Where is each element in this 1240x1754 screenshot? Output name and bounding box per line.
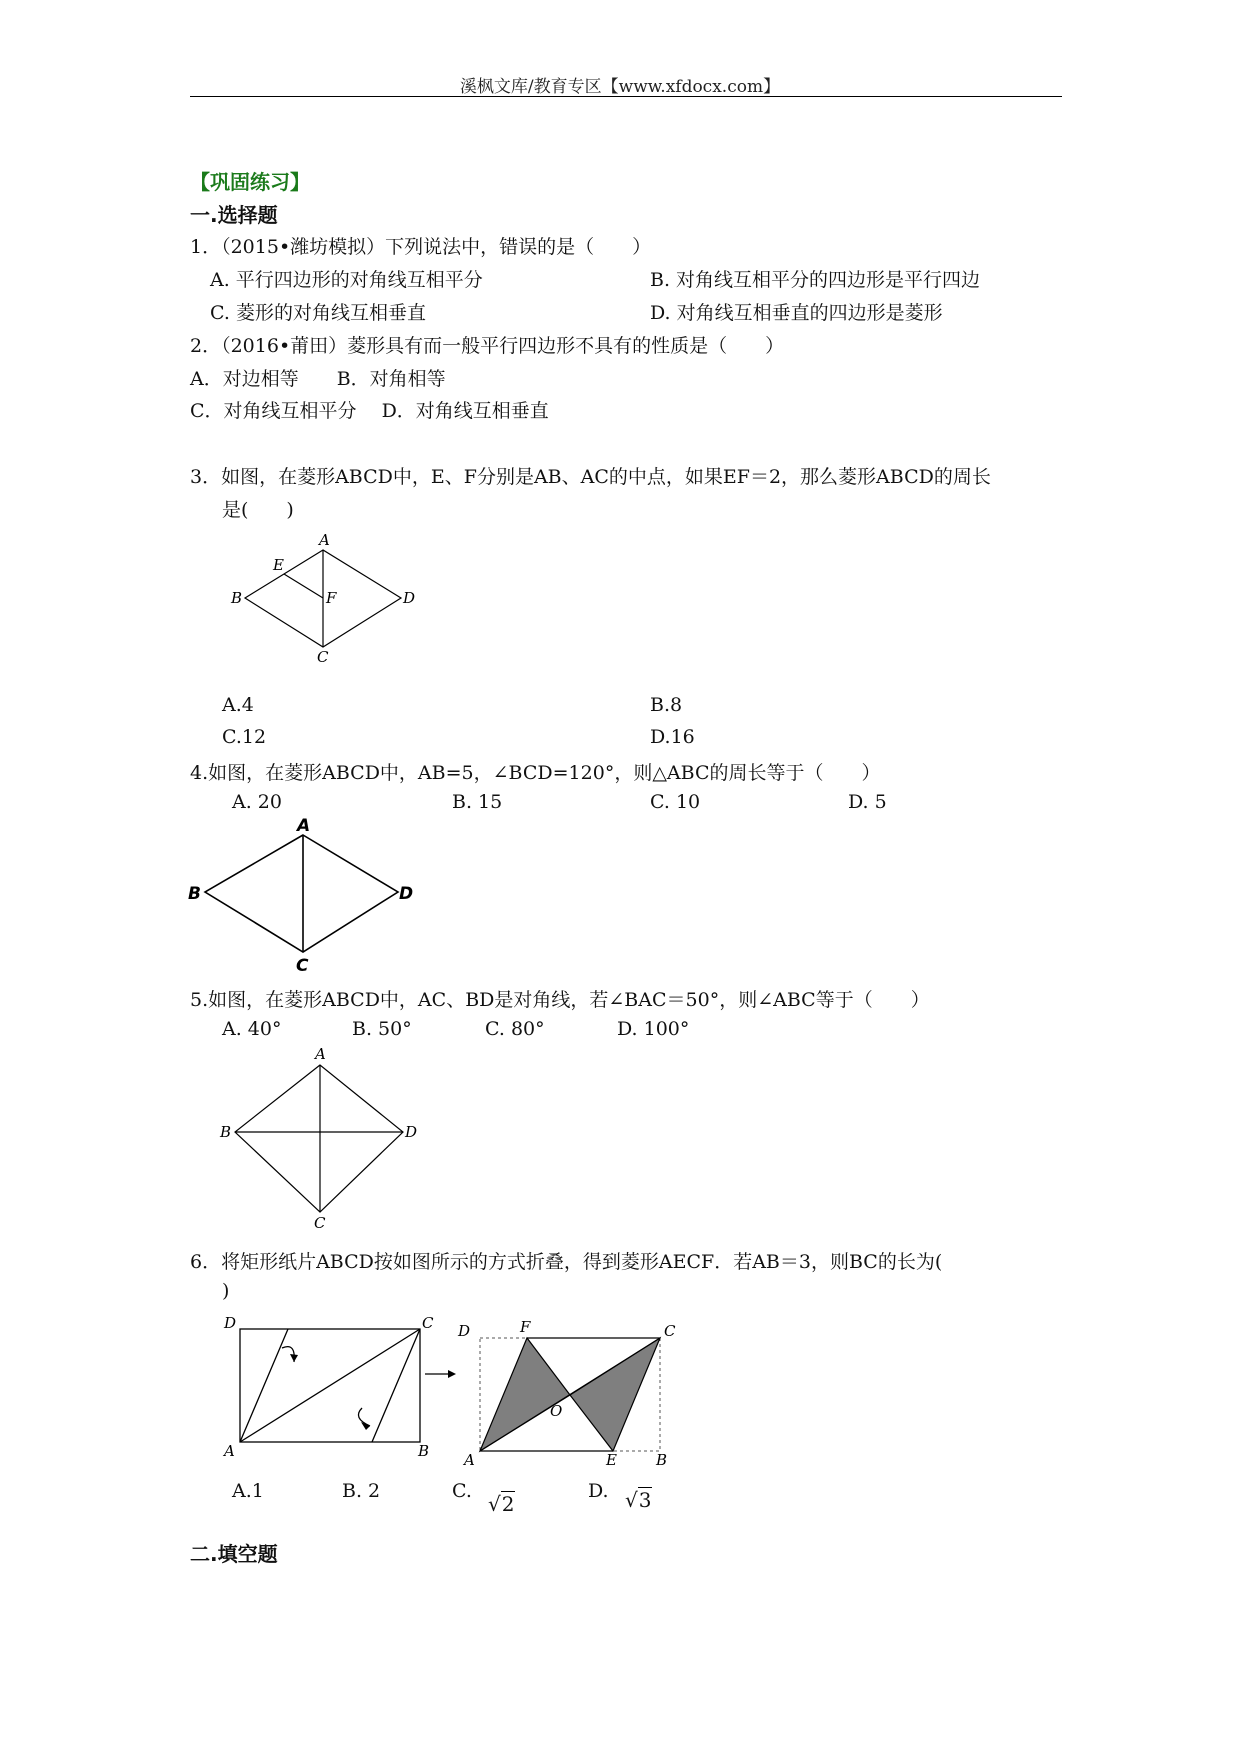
q4-label-b: B: [188, 884, 201, 904]
q6-option-a: A.1: [232, 1480, 264, 1502]
q4-option-c: C. 10: [650, 791, 701, 813]
q4-option-a: A. 20: [232, 791, 282, 813]
q2-options-cd: C．对角线互相平分 D．对角线互相垂直: [190, 400, 549, 422]
q3-stem-line1: 3．如图，在菱形ABCD中，E、F分别是AB、AC的中点，如果EF＝2，那么菱形ABCD的周长: [190, 466, 991, 488]
sqrt-icon: √: [488, 1492, 501, 1516]
q6-right-label-o: O: [550, 1402, 563, 1420]
q4-label-d: D: [399, 884, 414, 904]
q5-option-b: B. 50°: [352, 1018, 412, 1040]
q3-rhombus-figure: [225, 530, 425, 670]
q5-label-b: B: [220, 1123, 232, 1141]
q4-option-b: B. 15: [452, 791, 503, 813]
q1-option-a: A. 平行四边形的对角线互相平分: [210, 269, 483, 291]
section-title-fill: 二.填空题: [190, 1542, 278, 1566]
q6-left-label-a: A: [224, 1442, 235, 1460]
q6-right-label-f: F: [520, 1318, 531, 1336]
q6-shaded-right: [570, 1338, 660, 1451]
q6-fold-arrow-bottom: [358, 1408, 370, 1426]
section-title-practice: 【巩固练习】: [190, 170, 310, 194]
q6-stem-line2: ): [222, 1280, 230, 1302]
q3-label-e: E: [273, 556, 284, 574]
q6-shaded-left: [480, 1338, 570, 1451]
q6-left-label-c: C: [422, 1314, 434, 1332]
q3-option-a: A.4: [222, 694, 254, 716]
q3-label-d: D: [403, 589, 416, 607]
q1-option-b: B. 对角线互相平分的四边形是平行四边: [650, 269, 981, 291]
q6-left-label-b: B: [418, 1442, 430, 1460]
q6-diagonal: [240, 1329, 420, 1442]
q6-right-label-c: C: [664, 1322, 676, 1340]
q5-rhombus: [235, 1065, 403, 1212]
q6-option-c-sqrt: [488, 1492, 515, 1516]
q4-stem: 4.如图，在菱形ABCD中，AB=5，∠BCD=120°，则△ABC的周长等于（ ）: [190, 762, 881, 784]
q3-label-f: F: [326, 589, 337, 607]
q6-right-label-b: B: [656, 1451, 668, 1469]
q1-stem: 1．（2015•潍坊模拟）下列说法中，错误的是（ ）: [190, 236, 652, 258]
q6-fold-line-right: [372, 1329, 420, 1442]
q1-option-d: D. 对角线互相垂直的四边形是菱形: [650, 302, 943, 324]
q5-label-a: A: [315, 1045, 326, 1063]
q3-label-a: A: [319, 531, 330, 549]
q6-option-b: B. 2: [342, 1480, 381, 1502]
section-title-choice: 一.选择题: [190, 203, 278, 227]
q4-label-c: C: [296, 956, 309, 976]
q2-stem: 2．（2016•莆田）菱形具有而一般平行四边形不具有的性质是（ ）: [190, 335, 785, 357]
q6-option-d-value: 3: [638, 1488, 652, 1512]
q2-options-ab: A．对边相等 B．对角相等: [190, 368, 446, 390]
page-header: 溪枫文库/教育专区【www.xfdocx.com】: [459, 77, 781, 97]
q6-option-c: C.: [452, 1480, 472, 1502]
q4-label-a: A: [297, 816, 311, 836]
q6-option-d-sqrt: [625, 1488, 652, 1512]
q6-left-label-d: D: [224, 1314, 237, 1332]
q6-option-c-value: 2: [501, 1492, 515, 1516]
q4-option-d: D. 5: [848, 791, 887, 813]
q3-label-b: B: [231, 589, 243, 607]
q6-fold-figure: [220, 1308, 676, 1469]
q3-option-c: C.12: [222, 726, 267, 748]
q5-option-d: D. 100°: [617, 1018, 690, 1040]
q6-stem-line1: 6．将矩形纸片ABCD按如图所示的方式折叠，得到菱形AECF．若AB＝3，则BC的长为(: [190, 1251, 943, 1273]
q3-stem-line2: 是( ): [222, 499, 294, 521]
header-rule: [190, 96, 1062, 97]
q3-option-d: D.16: [650, 726, 695, 748]
q5-label-c: C: [314, 1214, 326, 1232]
q6-fold-line-left: [240, 1329, 288, 1442]
q6-option-d: D.: [588, 1480, 609, 1502]
q3-option-b: B.8: [650, 694, 683, 716]
q6-right-label-e: E: [606, 1451, 617, 1469]
q4-rhombus: [205, 835, 398, 952]
q3-segment-ef: [284, 574, 323, 598]
q3-label-c: C: [317, 648, 329, 666]
q6-right-label-d: D: [458, 1322, 471, 1340]
q4-rhombus-figure: [185, 815, 425, 975]
q1-option-c: C. 菱形的对角线互相垂直: [210, 302, 426, 324]
q5-option-c: C. 80°: [485, 1018, 545, 1040]
q5-stem: 5.如图，在菱形ABCD中，AC、BD是对角线，若∠BAC＝50°，则∠ABC等于（ ）: [190, 989, 930, 1011]
q5-rhombus-figure: [215, 1045, 425, 1235]
q5-option-a: A. 40°: [222, 1018, 282, 1040]
q5-label-d: D: [405, 1123, 418, 1141]
q6-right-label-a: A: [464, 1451, 475, 1469]
sqrt-icon: √: [625, 1488, 638, 1512]
